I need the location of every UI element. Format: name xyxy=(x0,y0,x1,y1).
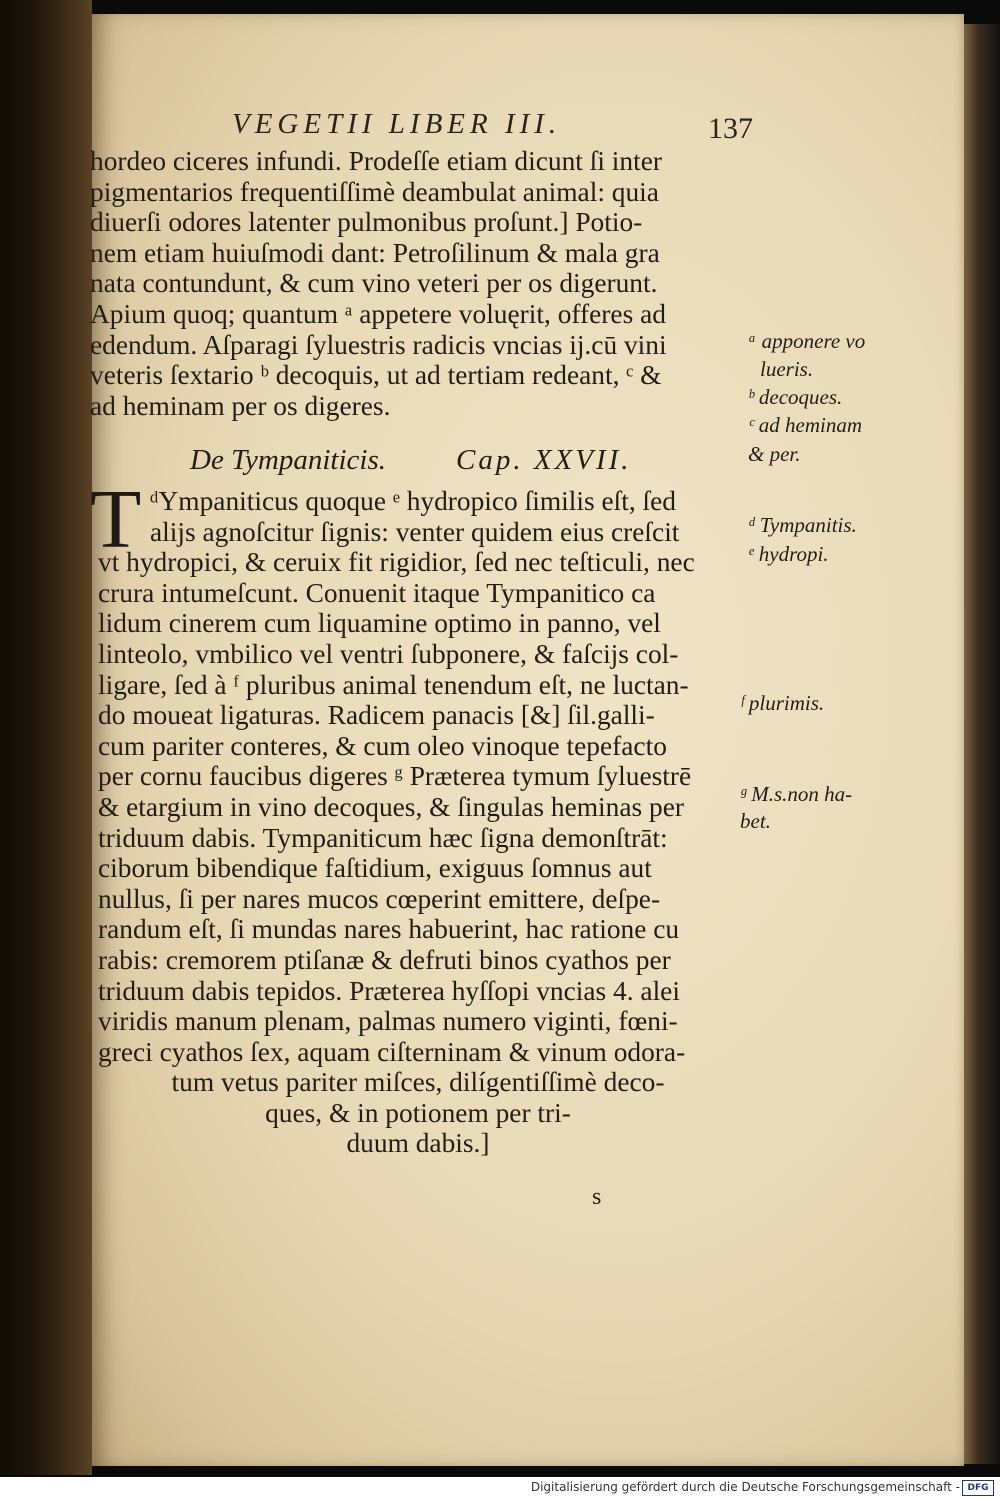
text-line: nem etiam huiuſmodi dant: Petroſilinum & mala gra xyxy=(90,237,660,268)
margin-note: lueris. xyxy=(760,357,814,381)
text-line: ᵈYmpaniticus quoque ᵉ hydropico ſimilis eſt, ſed xyxy=(150,486,676,516)
text-line: ques, & in potionem per tri- xyxy=(265,1097,571,1128)
text-line: randum eſt, ſi mundas nares habuerint, hac ratione cu xyxy=(98,914,680,945)
text-line: viridis manum plenam, palmas numero viginti, fœni- xyxy=(98,1006,678,1037)
margin-note: ᵉ hydropi. xyxy=(748,542,829,566)
text-line: hordeo ciceres infundi. Prodeſſe etiam dicunt ſi inter xyxy=(90,146,662,176)
text-line: edendum. Aſparagi ſyluestris radicis vncias ij.cū vini xyxy=(90,329,667,360)
chapter-title: De Tympaniticis. xyxy=(190,444,386,476)
text-line: greci cyathos ſex, aquam ciſterninam & vinum odora- xyxy=(98,1036,686,1067)
text-line: nata contundunt, & cum vino veteri per os digerunt. xyxy=(90,268,658,299)
text-line: rabis: cremorem ptiſanæ & defruti binos cyathos per xyxy=(98,944,671,975)
margin-note: bet. xyxy=(740,809,771,833)
margin-note: ᵃ apponere vo xyxy=(748,329,866,353)
text-line: veteris ſextario ᵇ decoquis, ut ad tertiam redeant, ᶜ & xyxy=(90,360,662,391)
text-line: pigmentarios frequentiſſimè deambulat animal: quia xyxy=(90,176,659,207)
book-spine-edge xyxy=(0,0,92,1475)
margin-note: ᵍ M.s.non ha- xyxy=(740,782,853,806)
margin-note: ᶜ ad heminam xyxy=(748,413,863,437)
chapter-heading xyxy=(190,444,650,477)
margin-note: ᵇ decoques. xyxy=(748,385,843,409)
text-line: tum vetus pariter miſces, dilígentiſſimè deco- xyxy=(171,1067,665,1098)
page-number: 137 xyxy=(708,112,753,145)
text-line: triduum dabis. Tympaniticum hæc ſigna demonſtrāt: xyxy=(98,822,668,853)
dfg-logo-icon: DFG xyxy=(962,1480,994,1496)
text-line: per cornu faucibus digeres ᵍ Præterea tymum ſyluestrē xyxy=(98,761,692,792)
drop-capital: T xyxy=(90,473,142,566)
text-line: alijs agnoſcitur ſignis: venter quidem eius creſcit xyxy=(150,516,680,547)
text-block-top xyxy=(90,146,740,421)
page-right-edge xyxy=(964,24,1000,1464)
text-line: ligare, ſed à ᶠ pluribus animal tenendum eſt, ne luctan- xyxy=(98,669,689,700)
text-line: diuerſi odores latenter pulmonibus proſunt.] Potio- xyxy=(90,207,643,238)
text-line: & etargium in vino decoques, & ſingulas heminas per xyxy=(98,791,684,822)
signature-mark: s xyxy=(592,1184,602,1210)
running-head: VEGETII LIBER III. xyxy=(232,108,562,140)
text-line: lidum cinerem cum liquamine optimo in panno, vel xyxy=(98,608,661,639)
text-line: ciborum bibendique faſtidium, exiguus ſomnus aut xyxy=(98,853,652,884)
text-line: duum dabis.] xyxy=(346,1128,490,1159)
text-line: cum pariter conteres, & cum oleo vinoque tepefacto xyxy=(98,730,667,761)
text-line: ad heminam per os digeres. xyxy=(90,390,391,421)
chapter-number: Cap. XXVII. xyxy=(456,444,632,476)
text-line: linteolo, vmbilico vel ventri ſubponere, & faſcijs col- xyxy=(98,638,679,669)
text-line: Apium quoq; quantum ᵃ appetere voluęrit, offeres ad xyxy=(90,298,666,329)
margin-note: ᵈ Tympanitis. xyxy=(748,513,857,537)
footer-credit: Digitalisierung gefördert durch die Deutsche Forschungsgemeinschaft - xyxy=(530,1480,960,1494)
text-line: triduum dabis tepidos. Præterea hyſſopi vncias 4. alei xyxy=(98,975,680,1006)
text-block-main xyxy=(98,486,738,1159)
margin-note: & per. xyxy=(748,442,801,466)
text-line: do moueat ligaturas. Radicem panacis [&] ſil.galli- xyxy=(98,700,655,731)
margin-note: ᶠ plurimis. xyxy=(740,691,825,715)
text-line: vt hydropici, & ceruix fit rigidior, ſed nec teſticuli, nec xyxy=(98,547,695,578)
text-line: crura intumeſcunt. Conuenit itaque Tympanitico ca xyxy=(98,577,656,608)
text-line: nullus, ſi per nares mucos cœperint emittere, deſpe- xyxy=(98,883,661,914)
